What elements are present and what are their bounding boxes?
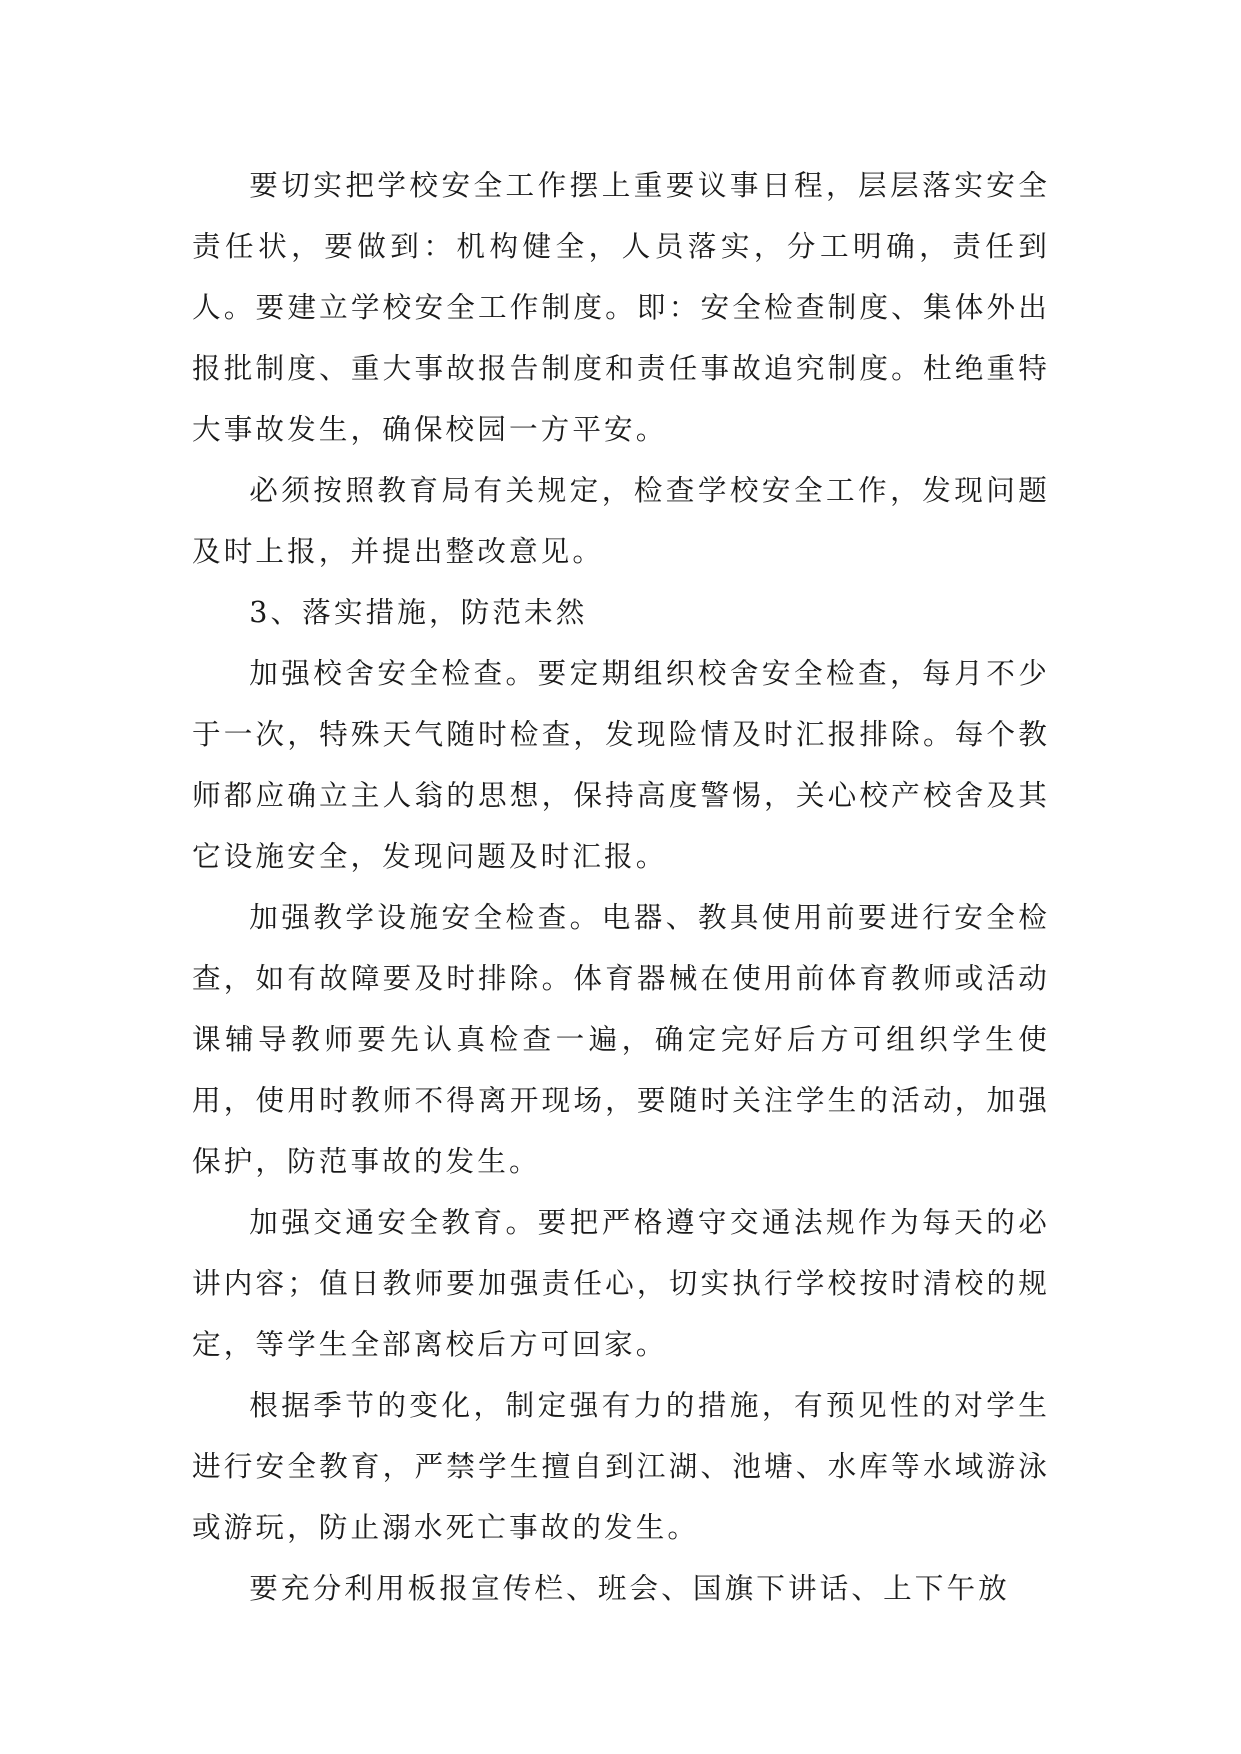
- paragraph-building-inspection: 加强校舍安全检查。要定期组织校舍安全检查，每月不少于一次，特殊天气随时检查，发现险情及时汇报排除。每个教师都应确立主人翁的思想，保持高度警惕，关心校产校舍及其它设施安全，发现问题及时汇报。: [192, 656, 1050, 873]
- paragraph-publicity: 要充分利用板报宣传栏、班会、国旗下讲话、上下午放: [249, 1571, 1010, 1605]
- paragraph-traffic-safety: 加强交通安全教育。要把严格遵守交通法规作为每天的必讲内容；值日教师要加强责任心，切实执行学校按时清校的规定，等学生全部离校后方可回家。: [192, 1205, 1050, 1361]
- paragraph-inspection-rules: 必须按照教育局有关规定，检查学校安全工作，发现问题及时上报，并提出整改意见。: [192, 473, 1050, 568]
- paragraph-seasonal-safety: 根据季节的变化，制定强有力的措施，有预见性的对学生进行安全教育，严禁学生擅自到江湖、池塘、水库等水域游泳或游玩，防止溺水死亡事故的发生。: [192, 1388, 1050, 1544]
- paragraph-teaching-facilities: 加强教学设施安全检查。电器、教具使用前要进行安全检查，如有故障要及时排除。体育器械在使用前体育教师或活动课辅导教师要先认真检查一遍，确定完好后方可组织学生使用，使用时教师不得离开现场，要随时关注学生的活动，加强保护，防范事故的发生。: [192, 900, 1050, 1178]
- document-body: [192, 155, 1050, 1619]
- section-heading-measures: 3、落实措施，防范未然: [249, 595, 588, 629]
- paragraph-school-safety-responsibility: 要切实把学校安全工作摆上重要议事日程，层层落实安全责任状，要做到：机构健全，人员落实，分工明确，责任到人。要建立学校安全工作制度。即：安全检查制度、集体外出报批制度、重大事故报告制度和责任事故追究制度。杜绝重特大事故发生，确保校园一方平安。: [192, 168, 1050, 446]
